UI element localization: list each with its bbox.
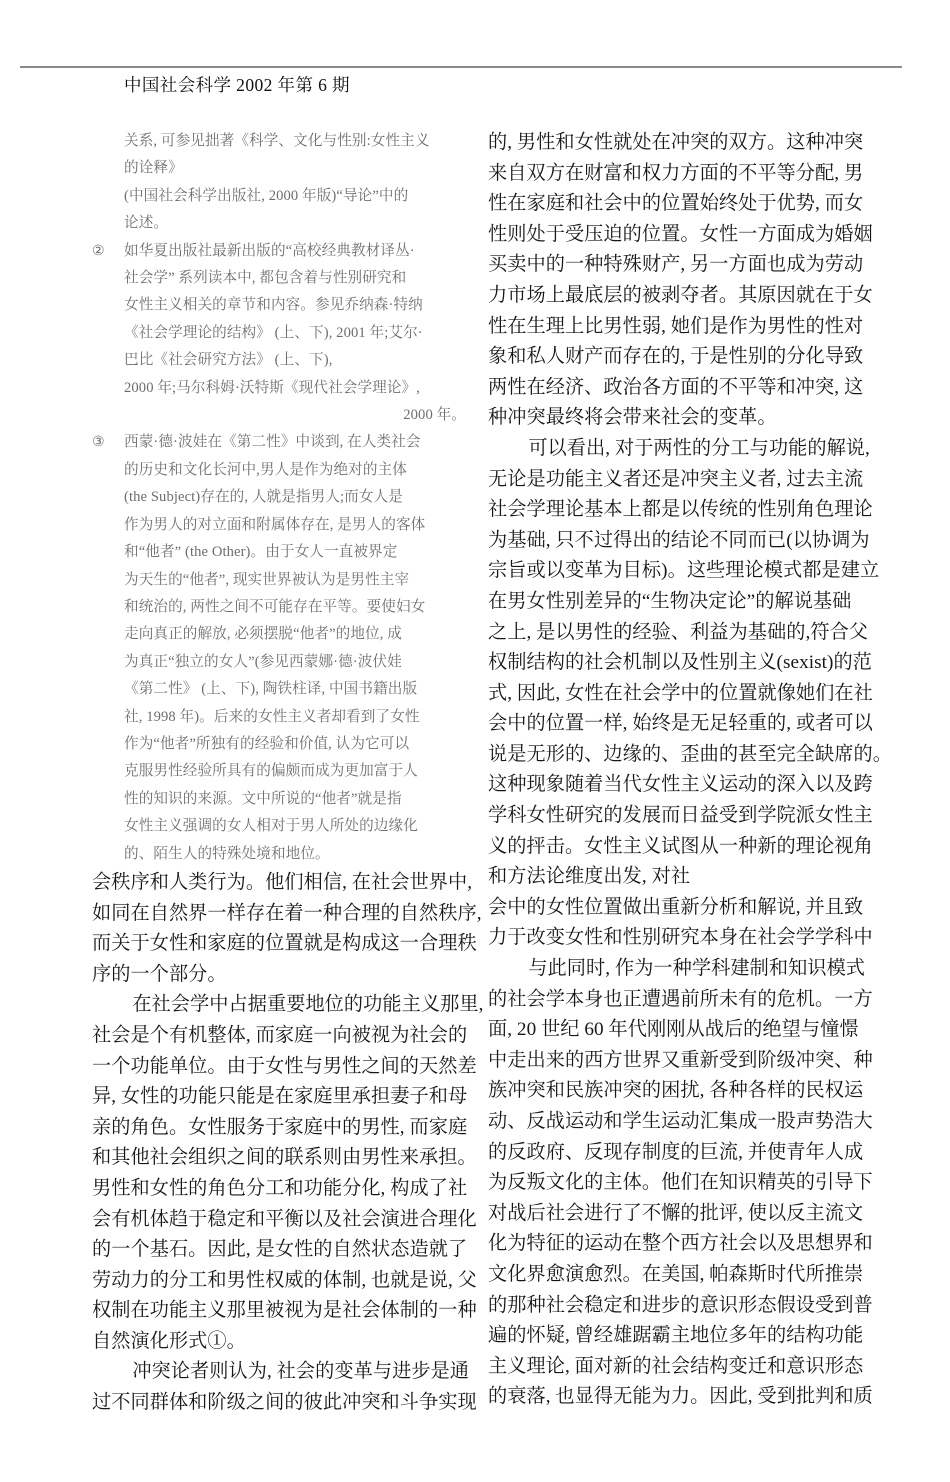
footnote-line: 走向真正的解放, 必须摆脱“他者”的地位, 成 — [124, 626, 402, 643]
text-line: 亲的角色。女性服务于家庭中的男性, 而家庭 — [92, 1116, 468, 1138]
text-line: 的社会学本身也正遭遇前所未有的危机。一方 — [488, 988, 873, 1010]
text-line: 对战后社会进行了不懈的批评, 使以反主流文 — [488, 1202, 864, 1224]
footnote-line: 2000 年;马尔科姆·沃特斯《现代社会学理论》, — [124, 379, 420, 396]
text-line: 动、反战运动和学生运动汇集成一股声势浩大 — [488, 1111, 873, 1132]
text-line: 的一个基石。因此, 是女性的自然状态造就了 — [92, 1239, 468, 1261]
text-line: 无论是功能主义者还是冲突主义者, 过去主流 — [488, 468, 864, 490]
footnote-line: 西蒙·德·波娃在《第二性》中谈到, 在人类社会 — [124, 434, 421, 451]
footnote-line: 关系, 可参见拙著《科学、文化与性别:女性主义 — [124, 133, 430, 149]
text-line: 和方法论维度出发, 对社 — [488, 866, 691, 888]
footnote-line: 如华夏出版社最新出版的“高校经典教材译丛· — [124, 242, 415, 259]
text-line: 和其他社会组织之间的联系则由男性来承担。 — [92, 1147, 477, 1169]
text-line: 性在生理上比男性弱, 她们是作为男性的性对 — [488, 315, 864, 337]
footnote-continuation-1 — [92, 128, 470, 183]
text-line: 可以看出, 对于两性的分工与功能的解说, — [528, 437, 870, 459]
text-line: 买卖中的一种特殊财产, 另一方面也成为劳动 — [488, 254, 864, 276]
footnote-line: 2000 年。 — [403, 407, 466, 424]
footnote-line: 的诠释》 — [124, 160, 183, 177]
footnote-line: 论述。 — [124, 215, 169, 232]
text-line: 权制结构的社会机制以及性别主义(sexist)的范 — [488, 652, 872, 674]
right-column — [488, 128, 892, 1413]
footnote-marker: ② — [92, 242, 105, 259]
text-line: 会有机体趋于稳定和平衡以及社会演进合理化 — [92, 1208, 477, 1230]
footnote-line: 作为男人的对立面和附属体存在, 是男人的客体 — [124, 516, 426, 533]
text-line: 过不同群体和阶级之间的彼此冲突和斗争实现 — [92, 1392, 477, 1414]
footnote-line: (the Subject)存在的, 人就是指男人;而女人是 — [124, 489, 403, 506]
text-line: 来自双方在财富和权力方面的不平等分配, 男 — [488, 162, 864, 184]
footnote-line: 为天生的“他者”, 现实世界被认为是男性主宰 — [124, 571, 410, 588]
paragraph — [92, 1357, 477, 1418]
text-line: 的那种社会稳定和进步的意识形态假设受到普 — [488, 1294, 873, 1316]
text-line: 如同在自然界一样存在着一种合理的自然秩序, — [92, 902, 482, 924]
footnote-block — [92, 128, 470, 868]
footnote-line: 的、陌生人的特殊处境和地位。 — [124, 845, 330, 862]
text-line: 在男女性别差异的“生物决定论”的解说基础 — [488, 590, 852, 612]
text-line: 两性在经济、政治各方面的不平等和冲突, 这 — [488, 376, 864, 398]
text-line: 在社会学中占据重要地位的功能主义那里, — [132, 994, 484, 1016]
footnote-line: 社会学” 系列读本中, 都包含着与性别研究和 — [124, 270, 407, 287]
text-line: 的, 男性和女性就处在冲突的双方。这种冲突 — [488, 132, 864, 153]
footnote-line: 的历史和文化长河中,男人是作为绝对的主体 — [124, 461, 407, 478]
text-line: 遍的怀疑, 曾经雄踞霸主地位多年的结构功能 — [488, 1325, 864, 1347]
text-line: 种冲突最终将会带来社会的变革。 — [488, 407, 777, 429]
paragraph — [488, 434, 892, 954]
text-line: 学科女性研究的发展而日益受到学院派女性主 — [488, 805, 873, 827]
footnote-line: 社, 1998 年)。后来的女性主义者却看到了女性 — [124, 708, 420, 725]
text-line: 权制在功能主义那里被视为是社会体制的一种 — [92, 1300, 477, 1322]
running-head: 中国社会科学 2002 年第 6 期 — [124, 75, 350, 95]
left-body-text — [92, 868, 484, 1419]
footnote-line: 女性主义相关的章节和内容。参见乔纳森·特纳 — [124, 297, 423, 314]
text-line: 力市场上最底层的被剥夺者。其原因就在于女 — [488, 284, 873, 306]
paragraph — [488, 954, 873, 1413]
footnote-line: (中国社会科学出版社, 2000 年版)“导论”中的 — [124, 187, 409, 204]
footnote-line: 为真正“独立的女人”(参见西蒙娜·德·波伏娃 — [124, 653, 402, 670]
text-line: 力于改变女性和性别研究本身在社会学学科中 — [488, 927, 873, 949]
text-line: 性则处于受压迫的位置。女性一方面成为婚姻 — [488, 223, 873, 245]
text-line: 与此同时, 作为一种学科建制和知识模式 — [528, 958, 866, 980]
footnote-continuation-2 — [92, 183, 470, 238]
text-line: 而关于女性和家庭的位置就是构成这一合理秩 — [92, 933, 477, 955]
text-line: 自然演化形式①。 — [92, 1330, 246, 1352]
text-line: 族冲突和民族冲突的困扰, 各种各样的民权运 — [488, 1080, 864, 1102]
text-line: 的衰落, 也显得无能为力。因此, 受到批判和质 — [488, 1386, 873, 1408]
text-line: 义的抨击。女性主义试图从一种新的理论视角 — [488, 835, 873, 857]
footnote-line: 和“他者” (the Other)。由于女人一直被界定 — [124, 544, 398, 561]
text-line: 象和私人财产而存在的, 于是性别的分化导致 — [488, 346, 864, 368]
text-line: 男性和女性的角色分工和功能分化, 构成了社 — [92, 1177, 468, 1199]
footnote-marker: ③ — [92, 434, 105, 451]
text-line: 这种现象随着当代女性主义运动的深入以及跨 — [488, 774, 873, 796]
text-line: 中走出来的西方世界又重新受到阶级冲突、种 — [488, 1049, 873, 1071]
text-line: 一个功能单位。由于女性与男性之间的天然差 — [92, 1055, 477, 1077]
text-line: 面, 20 世纪 60 年代刚刚从战后的绝望与憧憬 — [488, 1019, 859, 1041]
text-line: 说是无形的、边缘的、歪曲的甚至完全缺席的。 — [488, 743, 892, 765]
text-line: 劳动力的分工和男性权威的体制, 也就是说, 父 — [92, 1269, 477, 1291]
text-line: 异, 女性的功能只能是在家庭里承担妻子和母 — [92, 1086, 468, 1108]
text-line: 之上, 是以男性的经验、利益为基础的,符合父 — [488, 621, 869, 643]
text-line: 为反叛文化的主体。他们在知识精英的引导下 — [488, 1172, 873, 1194]
footnote-line: 《第二性》 (上、下), 陶铁柱译, 中国书籍出版 — [124, 681, 418, 698]
footnote-line: 《社会学理论的结构》 (上、下), 2001 年;艾尔· — [124, 324, 423, 341]
text-line: 主义理论, 面对新的社会结构变迁和意识形态 — [488, 1355, 864, 1377]
text-line: 文化界愈演愈烈。在美国, 帕森斯时代所推崇 — [488, 1263, 864, 1285]
two-column-body — [0, 128, 950, 1418]
left-column — [92, 128, 484, 1419]
header-divider-rule — [20, 66, 902, 68]
footnote-line: 女性主义强调的女人相对于男人所处的边缘化 — [124, 818, 418, 835]
footnote-line: 和统治的, 两性之间不可能存在平等。要使妇女 — [124, 598, 426, 615]
paragraph — [488, 128, 873, 434]
text-line: 会中的位置一样, 始终是无足轻重的, 或者可以 — [488, 713, 873, 735]
paragraph — [92, 868, 482, 990]
footnote-item-2 — [92, 238, 470, 430]
paragraph — [92, 990, 484, 1357]
text-line: 宗旨或以变革为目标)。这些理论模式都是建立 — [488, 560, 880, 582]
text-line: 式, 因此, 女性在社会学中的位置就像她们在社 — [488, 682, 873, 704]
footnote-item-3 — [92, 429, 470, 868]
text-line: 冲突论者则认为, 社会的变革与进步是通 — [132, 1361, 470, 1383]
footnote-line: 巴比《社会研究方法》 (上、下), — [124, 352, 333, 369]
footnote-line: 作为“他者”所独有的经验和价值, 认为它可以 — [124, 735, 410, 752]
text-line: 社会是个有机整体, 而家庭一向被视为社会的 — [92, 1024, 468, 1046]
text-line: 的反政府、反现存制度的巨流, 并使青年人成 — [488, 1141, 864, 1163]
footnote-line: 克服男性经验所具有的偏颇而成为更加富于人 — [124, 763, 418, 780]
footnote-line: 性的知识的来源。文中所说的“他者”就是指 — [124, 790, 402, 807]
text-line: 会中的女性位置做出重新分析和解说, 并且致 — [488, 896, 864, 918]
text-line: 社会学理论基本上都是以传统的性别角色理论 — [488, 499, 873, 521]
right-body-text — [488, 128, 892, 1413]
text-line: 为基础, 只不过得出的结论不同而已(以协调为 — [488, 529, 870, 551]
text-line: 会秩序和人类行为。他们相信, 在社会世界中, — [92, 871, 473, 893]
text-line: 化为特征的运动在整个西方社会以及思想界和 — [488, 1233, 873, 1255]
text-line: 性在家庭和社会中的位置始终处于优势, 而女 — [488, 193, 864, 215]
text-line: 序的一个部分。 — [92, 963, 227, 985]
